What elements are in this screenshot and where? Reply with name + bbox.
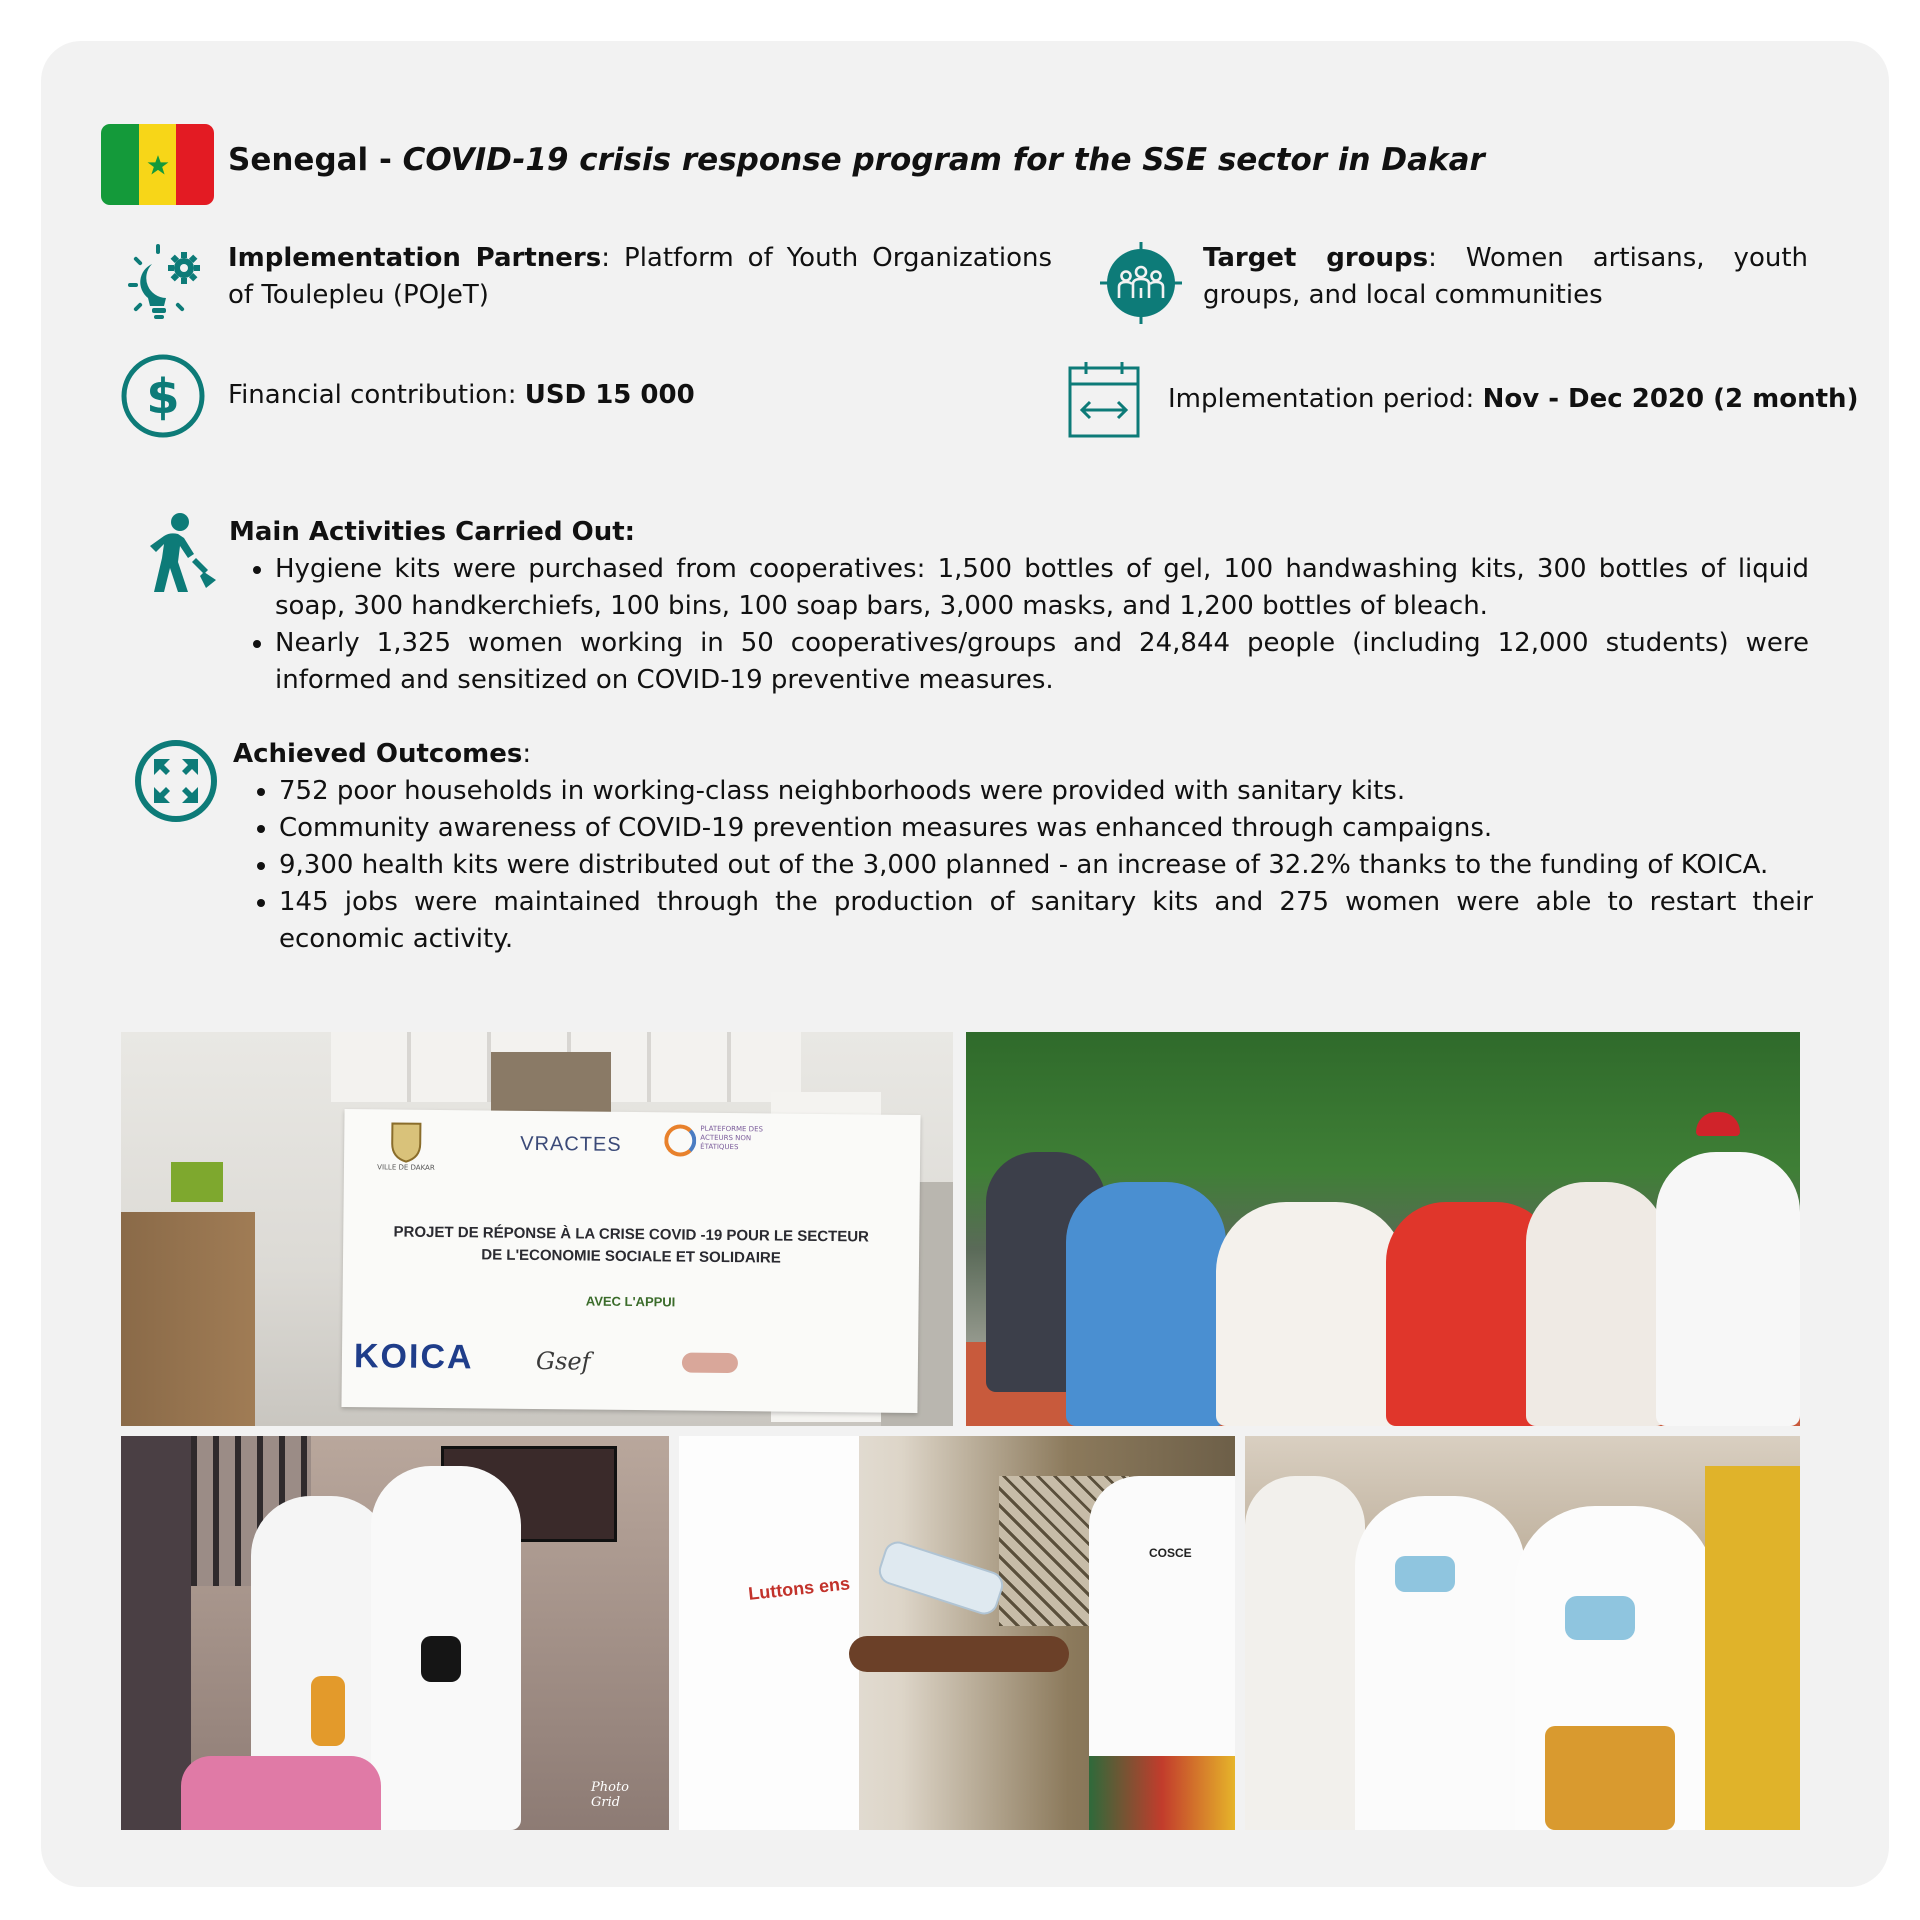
banner-logo-2: VRACTES: [520, 1132, 622, 1156]
photo-banner-boxes: [121, 1032, 953, 1426]
period-text: [1168, 381, 1858, 418]
hands: [849, 1636, 1069, 1672]
pink-clothing: [181, 1756, 381, 1830]
activities-list: [229, 551, 1809, 699]
calendar-arrow-icon: [1066, 360, 1142, 440]
photo-watermark: Photo Grid: [591, 1780, 629, 1810]
black-glove: [421, 1636, 461, 1682]
green-box: [171, 1162, 223, 1202]
photo-hand-sanitizer: [679, 1436, 1235, 1830]
period-label: Implementation period:: [1168, 384, 1483, 414]
period-value: Nov - Dec 2020 (2 month): [1482, 384, 1859, 414]
dark-edge: [121, 1436, 191, 1830]
patterned-skirt: [1089, 1756, 1235, 1830]
financial-value: USD 15 000: [524, 380, 695, 410]
shelf-items: [491, 1052, 611, 1112]
financial-label: Financial contribution:: [228, 380, 525, 410]
outcomes-heading-label: Achieved Outcomes: [233, 739, 523, 769]
dollar-icon: [120, 353, 206, 439]
targets-value: : Women artisans, youth groups, and local communities: [1203, 243, 1809, 310]
banner-logo-1: [366, 1119, 447, 1172]
list-item: • 145 jobs were maintained through the production of sanitary kits and 275 women were able to restart their economic activity.: [279, 884, 1813, 958]
person-yellow-dress: [1705, 1466, 1800, 1830]
banner-logo-3: [664, 1124, 764, 1157]
list-item: • Hygiene kits were purchased from cooperatives: 1,500 bottles of gel, 100 handwashing kits, 300 bottles of liquid soap, 300 handkerchiefs, 100 bins, 100 soap bars, 3,000 masks, and 1,200 bottles of bleach.: [275, 551, 1809, 625]
banner-support-label: AVEC L'APPUI: [585, 1293, 676, 1310]
person-white-veil: [1526, 1182, 1666, 1426]
shirt-slogan: Luttons ens: [747, 1573, 851, 1604]
outcomes-heading-colon: :: [522, 739, 532, 769]
woman-white-headwrap: [1355, 1496, 1525, 1830]
title-separator: -: [368, 142, 403, 178]
red-cap: [1696, 1112, 1740, 1136]
program-name: COVID-19 crisis response program for the SSE sector in Dakar: [402, 142, 1485, 178]
orange-glove: [311, 1676, 345, 1746]
project-banner: [341, 1109, 920, 1413]
outcomes-section: [233, 736, 1813, 958]
person-white-shirt: [1216, 1202, 1406, 1426]
shirt-logo: COSCE: [1149, 1546, 1192, 1560]
face-mask-2: [1565, 1596, 1635, 1640]
list-item: • 9,300 health kits were distributed out of the 3,000 planned - an increase of 32.2% thanks to the funding of KOICA.: [279, 847, 1813, 884]
list-item: • Nearly 1,325 women working in 50 cooperatives/groups and 24,844 people (including 12,000 students) were informed and sensitized on COVID-19 preventive measures.: [275, 625, 1809, 699]
partners-text: [228, 240, 1052, 314]
lightbulb-gear-icon: [120, 240, 206, 326]
banner-sponsor-koica: KOICA: [353, 1337, 474, 1377]
worker-shovel-icon: [130, 510, 220, 600]
yellow-handbag: [1545, 1726, 1675, 1830]
financial-text: [228, 377, 695, 414]
country-name: Senegal: [228, 142, 369, 178]
partners-value: : Platform of Youth Organizations of Toulepleu (POJeT): [228, 243, 1053, 310]
banner-logo-3-text: PLATEFORME DES ACTEURS NON ÉTATIQUES: [700, 1124, 764, 1152]
person-blue-dress: [1066, 1182, 1226, 1426]
person-white-tshirt: [1656, 1152, 1800, 1426]
svg-text:$: $: [146, 369, 180, 425]
photo-women-meeting: [1245, 1436, 1800, 1830]
page-title: [228, 142, 1485, 178]
wooden-cabinet: [121, 1212, 255, 1426]
photo-outdoor-meeting: [966, 1032, 1800, 1426]
person-white-shirt-left: [679, 1436, 859, 1830]
list-item: • 752 poor households in working-class neighborhoods were provided with sanitary kits.: [279, 773, 1813, 810]
activities-heading: Main Activities Carried Out:: [229, 517, 636, 547]
person: [1245, 1476, 1365, 1830]
partners-label: Implementation Partners: [228, 243, 602, 273]
banner-headline: [349, 1221, 913, 1271]
targets-label: Target groups: [1203, 243, 1429, 273]
group-target-icon: [1098, 240, 1184, 326]
face-mask: [1395, 1556, 1455, 1592]
senegal-flag-icon: [101, 124, 214, 205]
banner-logo-3-icon: [664, 1124, 696, 1156]
banner-sponsor-gsef: Gsef: [535, 1347, 591, 1376]
photo-sanitary-workers: [121, 1436, 669, 1830]
expand-arrows-icon: [134, 739, 218, 823]
targets-text: [1203, 240, 1808, 314]
outcomes-list: [233, 773, 1813, 958]
banner-logo-1-text: VILLE DE DAKAR: [377, 1163, 435, 1172]
outcomes-heading: [233, 736, 1813, 773]
banner-line-2: DE L'ECONOMIE SOCIALE ET SOLIDAIRE: [481, 1246, 781, 1267]
banner-line-1: PROJET DE RÉPONSE À LA CRISE COVID -19 POUR LE SECTEUR: [393, 1223, 870, 1246]
banner-logo-4: [682, 1353, 738, 1374]
list-item: • Community awareness of COVID-19 prevention measures was enhanced through campaigns.: [279, 810, 1813, 847]
activities-section: [229, 514, 1809, 699]
